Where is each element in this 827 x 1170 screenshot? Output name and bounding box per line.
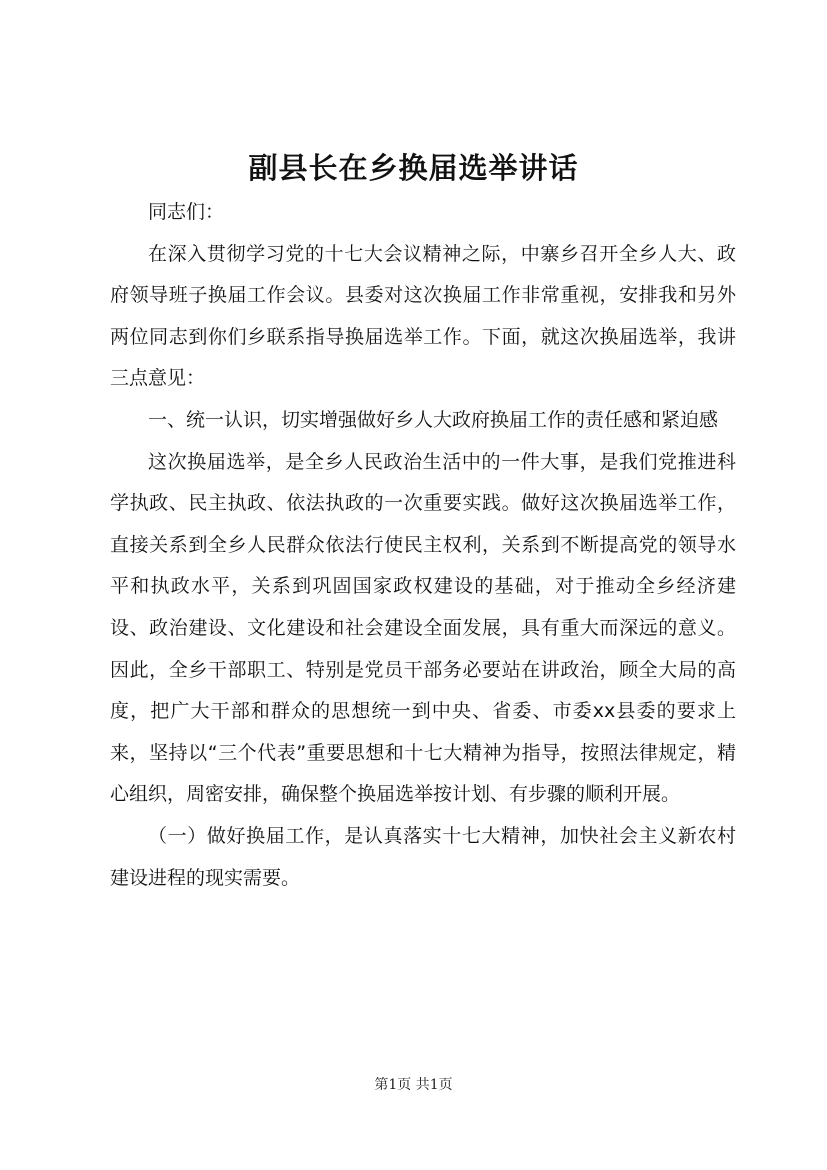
document-body: [110, 192, 736, 899]
section-heading-1: 一、统一认识，切实增强做好乡人大政府换届工作的责任感和紧迫感: [148, 408, 719, 431]
intro-paragraph: 在深入贯彻学习党的十七大会议精神之际，中寨乡召开全乡人大、政府领导班子换届工作会议。县委对这次换届工作非常重视，安排我和另外两位同志到你们乡联系指导换届选举工作。下面，就这次换届选举，我讲三点意见：: [110, 242, 736, 390]
page-footer: 第1页 共1页: [374, 1077, 453, 1093]
salutation-paragraph: 同志们：: [148, 201, 225, 223]
section-body-paragraph: 这次换届选举，是全乡人民政治生活中的一件大事，是我们党推进科学执政、民主执政、依法执政的一次重要实践。做好这次换届选举工作，直接关系到全乡人民群众依法行使民主权利，关系到不断提高党的领导水平和执政水平，关系到巩固国家政权建设的基础，对于推动全乡经济建设、政治建设、文化建设和社会建设全面发展，具有重大而深远的意义。因此，全乡干部职工、特别是党员干部务必要站在讲政治，顾全大局的高度，把广大干部和群众的思想统一到中央、省委、市委xx县委的要求上来，坚持以“三个代表”重要思想和十七大精神为指导，按照法律规定，精心组织，周密安排，确保整个换届选举按计划、有步骤的顺利开展。: [110, 450, 736, 806]
subsection-paragraph-1: （一）做好换届工作，是认真落实十七大精神，加快社会主义新农村建设进程的现实需要。: [110, 824, 736, 889]
document-title: 副县长在乡换届选举讲话: [248, 151, 579, 185]
